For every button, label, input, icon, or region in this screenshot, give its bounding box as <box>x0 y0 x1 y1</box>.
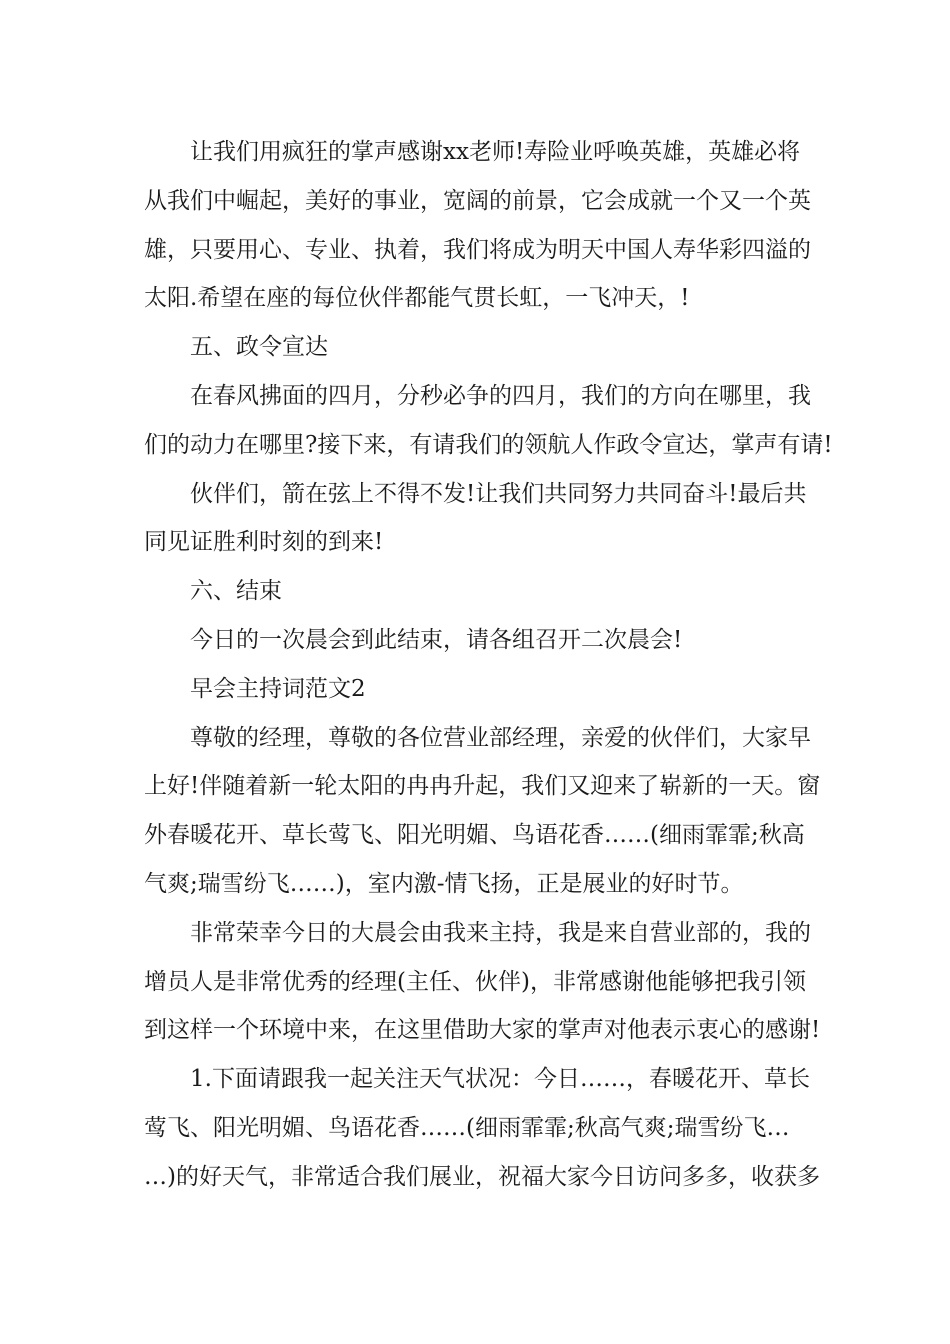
text-line: 增员人是非常优秀的经理(主任、伙伴)，非常感谢他能够把我引领 <box>144 968 806 995</box>
text-line: 外春暖花开、草长莺飞、阳光明媚、鸟语花香……(细雨霏霏;秋高 <box>144 822 805 849</box>
section-heading: 六、结束 <box>190 578 282 605</box>
section-heading-six <box>144 567 809 616</box>
text-line: 1.下面请跟我一起关注天气状况：今日……，春暖花开、草长 <box>190 1066 810 1093</box>
document-body <box>144 128 833 1202</box>
text-line: 莺飞、阳光明媚、鸟语花香……(细雨霏霏;秋高气爽;瑞雪纷飞… <box>144 1114 790 1141</box>
section-heading: 五、政令宣达 <box>190 334 328 361</box>
text-line: 气爽;瑞雪纷飞……)，室内激-情飞扬，正是展业的好时节。 <box>144 870 744 897</box>
text-line: 从我们中崛起，美好的事业，宽阔的前景，它会成就一个又一个英 <box>144 187 811 214</box>
paragraph-policy <box>144 372 833 470</box>
paragraph-end <box>144 616 809 665</box>
text-line: 让我们用疯狂的掌声感谢xx老师!寿险业呼唤英雄，英雄必将 <box>190 139 801 165</box>
text-line: 伙伴们，箭在弦上不得不发!让我们共同努力共同奋斗!最后共 <box>190 480 807 507</box>
text-line: 们的动力在哪里?接下来，有请我们的领航人作政令宣达，掌声有请! <box>144 431 833 458</box>
text-line: 到这样一个环境中来，在这里借助大家的掌声对他表示衷心的感谢! <box>144 1017 821 1044</box>
text-line: 非常荣幸今日的大晨会由我来主持，我是来自营业部的，我的 <box>190 919 811 946</box>
text-line: 雄，只要用心、专业、执着，我们将成为明天中国人寿华彩四溢的 <box>144 236 811 263</box>
text-line: 今日的一次晨会到此结束，请各组召开二次晨会! <box>190 626 683 653</box>
paragraph-closing-thanks <box>144 128 809 323</box>
paragraph-weather <box>144 1055 820 1201</box>
paragraph-partners <box>144 470 809 568</box>
text-line: 同见证胜利时刻的到来! <box>144 529 384 556</box>
text-line: 上好!伴随着新一轮太阳的冉冉升起，我们又迎来了崭新的一天。窗 <box>144 773 821 800</box>
paragraph-host-intro <box>144 909 821 1055</box>
text-line: 尊敬的经理，尊敬的各位营业部经理，亲爱的伙伴们，大家早 <box>190 724 811 751</box>
text-line: 在春风拂面的四月，分秒必争的四月，我们的方向在哪里，我 <box>190 382 811 409</box>
paragraph-greeting <box>144 714 821 909</box>
document-subtitle: 早会主持词范文2 <box>190 675 366 702</box>
text-line: 太阳.希望在座的每位伙伴都能气贯长虹，一飞冲天，! <box>144 285 690 312</box>
section-heading-five <box>144 323 809 372</box>
text-line: …)的好天气，非常适合我们展业，祝福大家今日访问多多，收获多 <box>144 1163 820 1190</box>
sample-title <box>144 665 809 714</box>
